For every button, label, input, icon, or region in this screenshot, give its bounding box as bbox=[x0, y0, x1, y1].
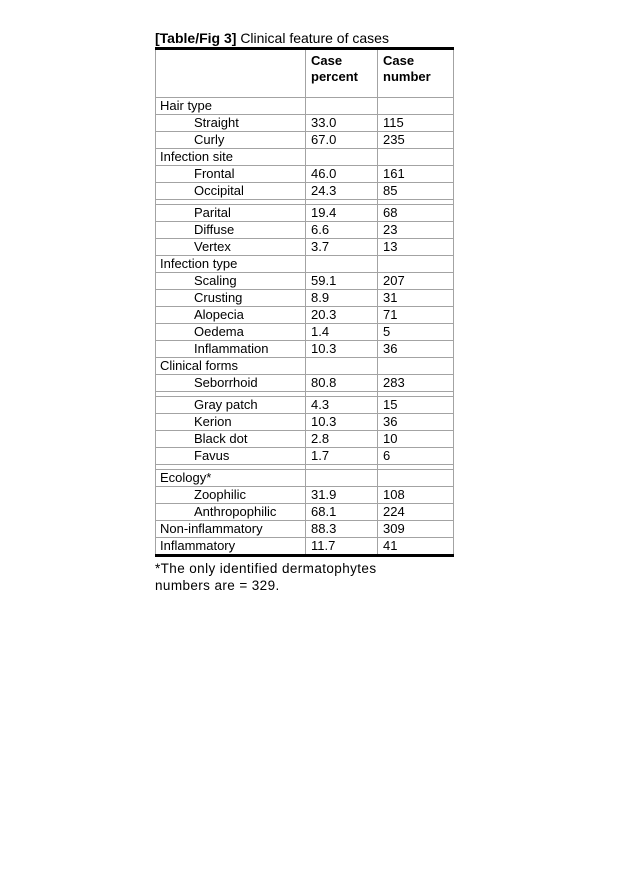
row-label: Diffuse bbox=[156, 222, 306, 239]
table-body bbox=[156, 98, 454, 556]
case-percent-value: 68.1 bbox=[306, 504, 378, 521]
case-percent-value: 20.3 bbox=[306, 307, 378, 324]
case-percent-value: 33.0 bbox=[306, 115, 378, 132]
case-number-value bbox=[378, 98, 454, 115]
figure-title bbox=[155, 31, 453, 46]
row-label: Anthropophilic bbox=[156, 504, 306, 521]
case-percent-value: 1.7 bbox=[306, 448, 378, 465]
footnote-line-2: numbers are = 329. bbox=[155, 578, 280, 593]
case-number-value: 115 bbox=[378, 115, 454, 132]
case-number-value: 108 bbox=[378, 487, 454, 504]
table-row bbox=[156, 222, 454, 239]
table-row bbox=[156, 538, 454, 556]
case-percent-value: 31.9 bbox=[306, 487, 378, 504]
case-number-value: 68 bbox=[378, 205, 454, 222]
case-percent-value bbox=[306, 470, 378, 487]
table-row bbox=[156, 149, 454, 166]
case-number-value: 10 bbox=[378, 431, 454, 448]
table-row bbox=[156, 487, 454, 504]
row-label: Infection site bbox=[156, 149, 306, 166]
table-row bbox=[156, 166, 454, 183]
case-number-value: 13 bbox=[378, 239, 454, 256]
row-label: Oedema bbox=[156, 324, 306, 341]
table-row bbox=[156, 341, 454, 358]
table-row bbox=[156, 397, 454, 414]
table-row bbox=[156, 290, 454, 307]
row-label: Infection type bbox=[156, 256, 306, 273]
table-footnote bbox=[155, 560, 453, 594]
row-label: Inflammatory bbox=[156, 538, 306, 556]
case-percent-value bbox=[306, 358, 378, 375]
header-cell-case-percent: Case percent bbox=[306, 49, 378, 98]
row-label: Black dot bbox=[156, 431, 306, 448]
row-label: Kerion bbox=[156, 414, 306, 431]
row-label: Favus bbox=[156, 448, 306, 465]
case-percent-value: 24.3 bbox=[306, 183, 378, 200]
row-label: Occipital bbox=[156, 183, 306, 200]
table-row bbox=[156, 273, 454, 290]
table-row bbox=[156, 256, 454, 273]
case-percent-value bbox=[306, 98, 378, 115]
header-cell-empty bbox=[156, 49, 306, 98]
case-percent-value: 59.1 bbox=[306, 273, 378, 290]
table-row bbox=[156, 205, 454, 222]
table-row bbox=[156, 414, 454, 431]
header-row bbox=[156, 49, 454, 98]
case-number-value: 207 bbox=[378, 273, 454, 290]
case-number-value: 71 bbox=[378, 307, 454, 324]
table-row bbox=[156, 324, 454, 341]
table-row bbox=[156, 448, 454, 465]
row-label: Scaling bbox=[156, 273, 306, 290]
case-number-value: 161 bbox=[378, 166, 454, 183]
case-number-value: 31 bbox=[378, 290, 454, 307]
case-percent-value: 4.3 bbox=[306, 397, 378, 414]
case-percent-value: 11.7 bbox=[306, 538, 378, 556]
figure-title-text: Clinical feature of cases bbox=[240, 30, 389, 46]
table-row bbox=[156, 431, 454, 448]
case-number-value: 235 bbox=[378, 132, 454, 149]
row-label: Vertex bbox=[156, 239, 306, 256]
table-row bbox=[156, 521, 454, 538]
case-percent-value: 8.9 bbox=[306, 290, 378, 307]
row-label: Gray patch bbox=[156, 397, 306, 414]
case-number-value: 36 bbox=[378, 414, 454, 431]
case-percent-value: 88.3 bbox=[306, 521, 378, 538]
row-label: Zoophilic bbox=[156, 487, 306, 504]
case-number-value: 6 bbox=[378, 448, 454, 465]
clinical-features-table bbox=[155, 47, 454, 557]
case-number-value bbox=[378, 358, 454, 375]
row-label: Crusting bbox=[156, 290, 306, 307]
table-row bbox=[156, 98, 454, 115]
case-percent-value: 10.3 bbox=[306, 341, 378, 358]
row-label: Parital bbox=[156, 205, 306, 222]
case-number-value: 224 bbox=[378, 504, 454, 521]
footnote-line-1: *The only identified dermatophytes bbox=[155, 561, 377, 576]
case-number-value bbox=[378, 470, 454, 487]
row-label: Straight bbox=[156, 115, 306, 132]
table-row bbox=[156, 307, 454, 324]
header-cell-case-number: Case number bbox=[378, 49, 454, 98]
case-number-value bbox=[378, 149, 454, 166]
table-row bbox=[156, 239, 454, 256]
row-label: Clinical forms bbox=[156, 358, 306, 375]
case-percent-value: 19.4 bbox=[306, 205, 378, 222]
row-label: Inflammation bbox=[156, 341, 306, 358]
row-label: Ecology* bbox=[156, 470, 306, 487]
case-number-value: 23 bbox=[378, 222, 454, 239]
row-label: Non-inflammatory bbox=[156, 521, 306, 538]
case-percent-value: 1.4 bbox=[306, 324, 378, 341]
row-label: Frontal bbox=[156, 166, 306, 183]
case-number-value: 309 bbox=[378, 521, 454, 538]
table-figure bbox=[155, 31, 453, 594]
case-percent-value: 2.8 bbox=[306, 431, 378, 448]
case-percent-value: 10.3 bbox=[306, 414, 378, 431]
row-label: Curly bbox=[156, 132, 306, 149]
case-percent-value: 80.8 bbox=[306, 375, 378, 392]
case-percent-value: 46.0 bbox=[306, 166, 378, 183]
table-row bbox=[156, 115, 454, 132]
figure-title-tag: [Table/Fig 3] bbox=[155, 30, 237, 46]
table-row bbox=[156, 504, 454, 521]
case-percent-value bbox=[306, 256, 378, 273]
row-label: Alopecia bbox=[156, 307, 306, 324]
case-number-value: 85 bbox=[378, 183, 454, 200]
case-number-value bbox=[378, 256, 454, 273]
case-number-value: 283 bbox=[378, 375, 454, 392]
case-percent-value: 6.6 bbox=[306, 222, 378, 239]
table-row bbox=[156, 375, 454, 392]
case-number-value: 41 bbox=[378, 538, 454, 556]
row-label: Hair type bbox=[156, 98, 306, 115]
table-row bbox=[156, 183, 454, 200]
table-row bbox=[156, 132, 454, 149]
case-number-value: 15 bbox=[378, 397, 454, 414]
case-percent-value: 3.7 bbox=[306, 239, 378, 256]
case-percent-value: 67.0 bbox=[306, 132, 378, 149]
case-number-value: 5 bbox=[378, 324, 454, 341]
table-row bbox=[156, 470, 454, 487]
case-percent-value bbox=[306, 149, 378, 166]
case-number-value: 36 bbox=[378, 341, 454, 358]
row-label: Seborrhoid bbox=[156, 375, 306, 392]
table-row bbox=[156, 358, 454, 375]
